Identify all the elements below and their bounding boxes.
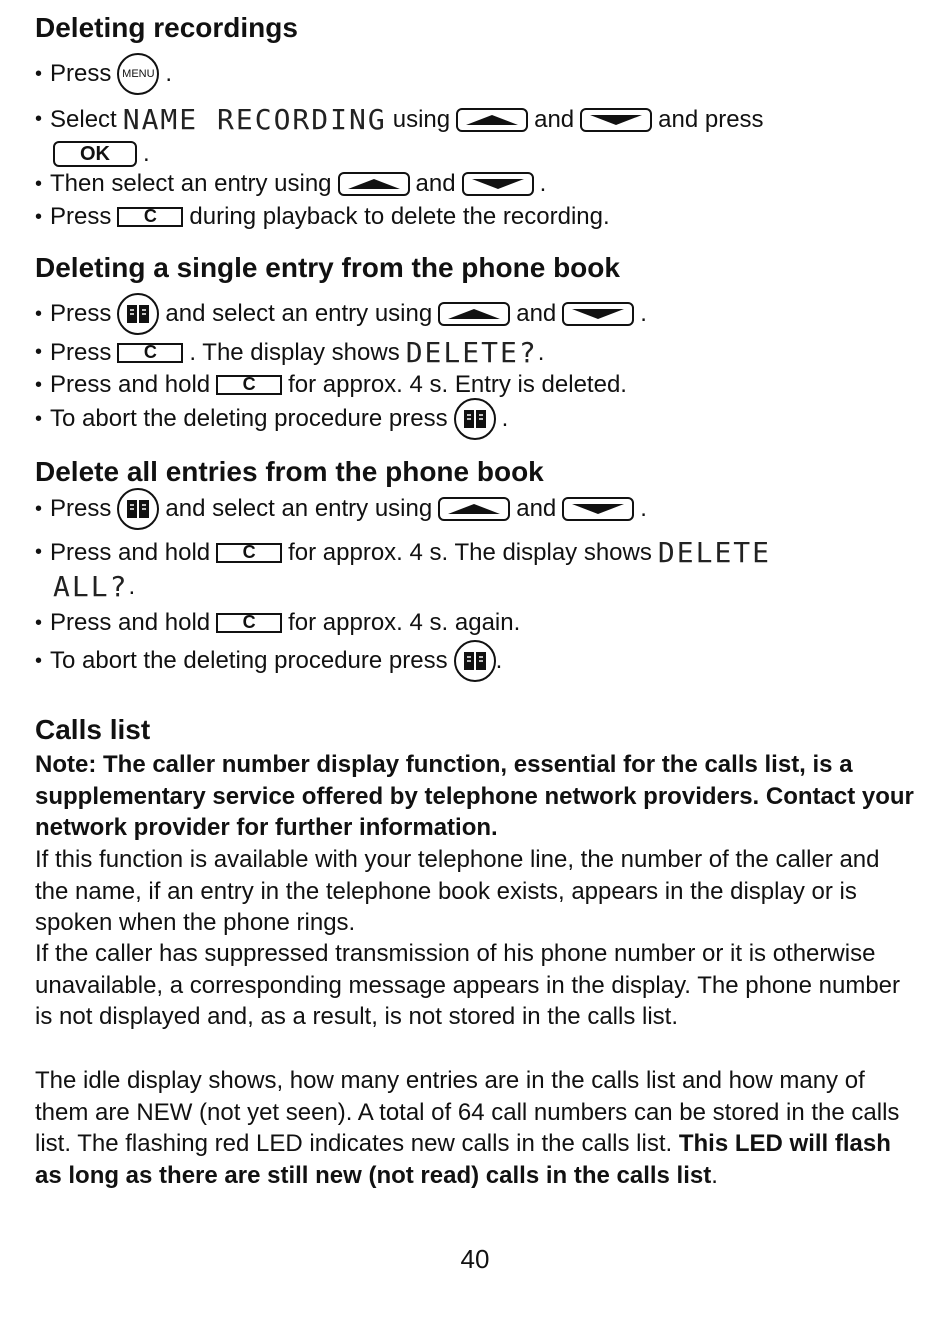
step-text: . (495, 647, 503, 674)
single-step-2: • Press C . The display shows DELETE? . (35, 336, 545, 369)
step-text: . (165, 60, 173, 87)
up-arrow-key-icon (438, 302, 510, 326)
all-step-2: • Press and hold C for approx. 4 s. The display shows DELETE (35, 536, 772, 569)
c-key-icon: C (117, 343, 183, 363)
step-text: and (516, 495, 557, 522)
step-text: . (640, 300, 647, 327)
lcd-text: ALL? (53, 570, 129, 603)
single-step-3: • Press and hold C for approx. 4 s. Entry is deleted. (35, 371, 627, 398)
rec-step-2-cont (35, 140, 150, 168)
step-text: and (534, 105, 575, 133)
lcd-text: NAME RECORDING (122, 103, 387, 136)
up-arrow-key-icon (338, 172, 410, 196)
rec-step-4: • Press C during playback to delete the recording. (35, 203, 610, 230)
heading-calls-list: Calls list (35, 714, 151, 745)
step-text: and (516, 300, 557, 327)
lcd-text: DELETE? (405, 336, 538, 369)
lcd-text: DELETE (657, 536, 772, 569)
all-step-3: • Press and hold C for approx. 4 s. again. (35, 609, 521, 636)
step-text: . (537, 338, 545, 366)
heading-delete-all-entries: Delete all entries from the phone book (35, 456, 544, 487)
step-text: Press (50, 495, 112, 522)
step-text: To abort the deleting procedure press (50, 405, 448, 432)
step-text: using (392, 105, 451, 133)
step-text: Press (50, 203, 112, 230)
down-arrow-key-icon (562, 302, 634, 326)
all-step-4: • To abort the deleting procedure press . (35, 640, 502, 682)
step-text: To abort the deleting procedure press (50, 647, 448, 674)
c-key-icon: C (117, 207, 183, 227)
c-key-icon: C (216, 543, 282, 563)
step-text: Press (50, 60, 112, 87)
all-step-1: • Press and select an entry using and . (35, 488, 647, 530)
heading-deleting-recordings: Deleting recordings (35, 12, 298, 43)
step-text: Press (50, 300, 112, 327)
step-text: and press (658, 105, 764, 133)
up-arrow-key-icon (456, 108, 528, 132)
up-arrow-key-icon (438, 497, 510, 521)
calls-paragraph-1: If this function is available with your telephone line, the number of the caller and the name, if an entry in the telephone book exists, appears in the display or is spoken when the phone rings. (35, 846, 880, 937)
paragraph-text: The idle display shows, how many entries are in the calls list and how many of them are NEW (not yet seen). A total of 64 call numbers can be stored in the calls list. The flashing red LED indicates new calls in the calls list. (35, 1067, 900, 1158)
phonebook-key-icon (454, 398, 496, 440)
single-step-1: • Press and select an entry using and . (35, 293, 647, 335)
step-text: Select (50, 105, 117, 133)
step-text: . (640, 495, 647, 522)
ok-key-icon: OK (53, 141, 137, 167)
all-step-2-cont (53, 570, 135, 603)
down-arrow-key-icon (580, 108, 652, 132)
phonebook-key-icon (117, 293, 159, 335)
step-text: and select an entry using (165, 495, 433, 522)
step-text: . (143, 140, 150, 167)
rec-step-1: • Press MENU . (35, 53, 172, 95)
down-arrow-key-icon (562, 497, 634, 521)
step-text: for approx. 4 s. again. (288, 609, 521, 636)
page-number: 40 (460, 1244, 490, 1274)
step-text: and (415, 170, 456, 197)
step-text: Press and hold (50, 538, 211, 566)
step-text: for approx. 4 s. Entry is deleted. (288, 371, 627, 398)
phonebook-key-icon (117, 488, 159, 530)
menu-key-icon: MENU (117, 53, 159, 95)
step-text: Press (50, 338, 112, 366)
calls-note: Note: The caller number display function, essential for the calls list, is a supplementary service offered by telephone network providers. Contact your network provider for further information. (35, 751, 914, 842)
paragraph-text: . (711, 1161, 718, 1189)
paragraph-bold-text: This LED will flash as long as there are still new (not read) calls in the calls list (35, 1130, 891, 1189)
rec-step-3: • Then select an entry using and . (35, 170, 547, 197)
phonebook-key-icon (454, 640, 496, 682)
c-key-icon: C (216, 613, 282, 633)
calls-paragraph-3 (35, 1065, 915, 1191)
calls-paragraph-2: If the caller has suppressed transmission of his phone number or it is otherwise unavailable, a corresponding message appears in the display. The phone number is not displayed and, as a result, is not stored in the calls list. (35, 940, 901, 1031)
step-text: Press and hold (50, 609, 211, 636)
heading-delete-single-entry: Deleting a single entry from the phone book (35, 252, 620, 283)
step-text: Press and hold (50, 371, 211, 398)
step-text: . (128, 572, 136, 600)
step-text: . (539, 170, 547, 197)
step-text: and select an entry using (165, 300, 433, 327)
down-arrow-key-icon (462, 172, 534, 196)
step-text: Then select an entry using (50, 170, 332, 197)
step-text: for approx. 4 s. The display shows (288, 538, 652, 566)
step-text: . (501, 405, 509, 432)
step-text: during playback to delete the recording. (189, 203, 610, 230)
step-text: . The display shows (189, 338, 400, 366)
rec-step-2: • Select NAME RECORDING using and and press (35, 103, 764, 136)
single-step-4: • To abort the deleting procedure press . (35, 398, 508, 440)
c-key-icon: C (216, 375, 282, 395)
